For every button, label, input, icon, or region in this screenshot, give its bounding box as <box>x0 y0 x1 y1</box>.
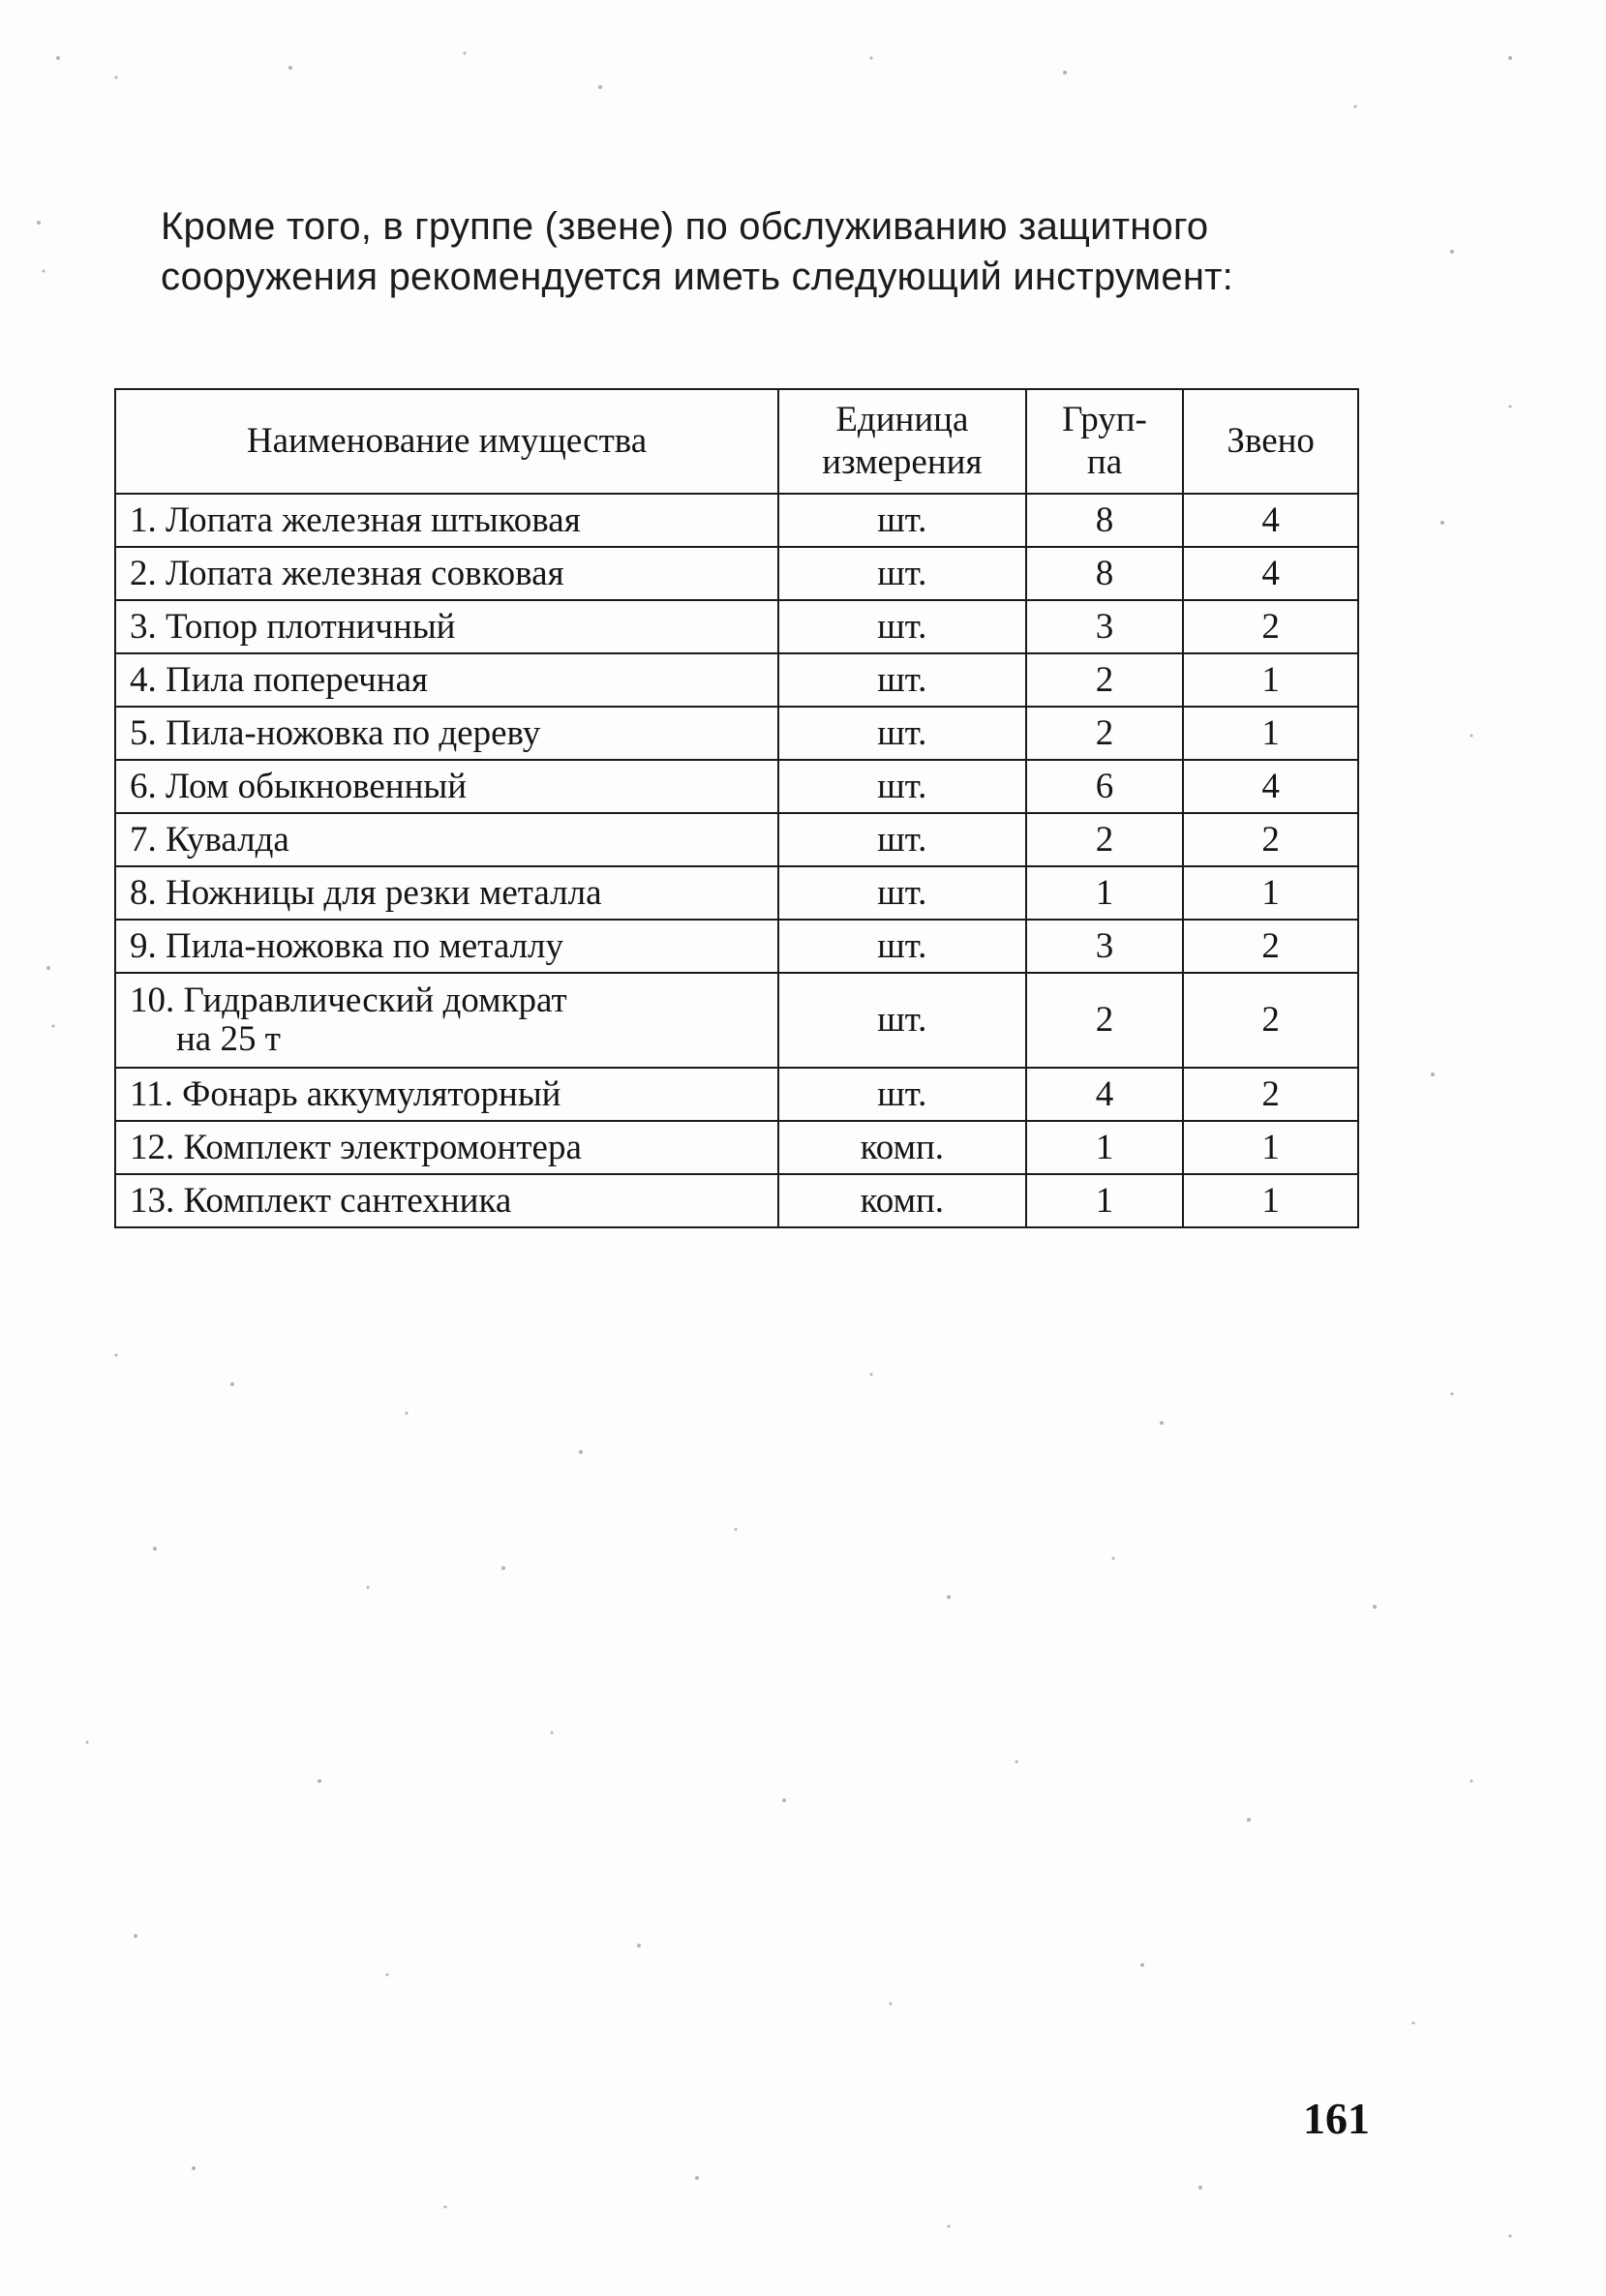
cell-group: 3 <box>1026 920 1184 973</box>
cell-name: 7. Кувалда <box>115 813 778 866</box>
cell-name: 11. Фонарь аккумуляторный <box>115 1068 778 1121</box>
table-row <box>115 866 1358 920</box>
cell-link: 4 <box>1183 547 1358 600</box>
cell-group: 1 <box>1026 1174 1184 1227</box>
cell-name: 12. Комплект электромонтера <box>115 1121 778 1174</box>
header-name <box>115 389 778 494</box>
header-link-label: Звено <box>1227 421 1315 461</box>
cell-unit: шт. <box>778 866 1026 920</box>
header-group <box>1026 389 1184 494</box>
cell-unit: шт. <box>778 920 1026 973</box>
cell-name-line-1: 10. Гидравлический домкрат <box>130 981 567 1020</box>
cell-name: 13. Комплект сантехника <box>115 1174 778 1227</box>
cell-unit: шт. <box>778 600 1026 653</box>
table-row <box>115 1121 1358 1174</box>
cell-group: 4 <box>1026 1068 1184 1121</box>
cell-group: 8 <box>1026 547 1184 600</box>
cell-group: 2 <box>1026 653 1184 707</box>
cell-name: 9. Пила-ножовка по металлу <box>115 920 778 973</box>
cell-unit: шт. <box>778 707 1026 760</box>
cell-group: 6 <box>1026 760 1184 813</box>
cell-name: 2. Лопата железная совковая <box>115 547 778 600</box>
cell-link: 2 <box>1183 973 1358 1068</box>
cell-group: 8 <box>1026 494 1184 547</box>
cell-link: 1 <box>1183 1174 1358 1227</box>
intro-line-1: Кроме того, в группе (звене) по обслуживанию защитного <box>161 205 1209 248</box>
cell-unit: шт. <box>778 760 1026 813</box>
table-row <box>115 600 1358 653</box>
cell-link: 2 <box>1183 1068 1358 1121</box>
cell-link: 2 <box>1183 813 1358 866</box>
cell-name: 8. Ножницы для резки металла <box>115 866 778 920</box>
cell-unit: шт. <box>778 973 1026 1068</box>
header-link <box>1183 389 1358 494</box>
header-unit <box>778 389 1026 494</box>
tool-inventory-table <box>114 388 1359 1228</box>
cell-group: 2 <box>1026 707 1184 760</box>
table-row <box>115 1174 1358 1227</box>
cell-group: 3 <box>1026 600 1184 653</box>
table-row <box>115 973 1358 1068</box>
cell-unit: шт. <box>778 494 1026 547</box>
cell-group: 1 <box>1026 1121 1184 1174</box>
table-row <box>115 653 1358 707</box>
table-row <box>115 707 1358 760</box>
cell-group: 1 <box>1026 866 1184 920</box>
cell-name <box>115 973 778 1068</box>
cell-link: 1 <box>1183 707 1358 760</box>
cell-unit: шт. <box>778 813 1026 866</box>
cell-name: 3. Топор плотничный <box>115 600 778 653</box>
cell-link: 1 <box>1183 1121 1358 1174</box>
cell-name: 6. Лом обыкновенный <box>115 760 778 813</box>
table-header-row <box>115 389 1358 494</box>
table-row <box>115 547 1358 600</box>
cell-unit: комп. <box>778 1174 1026 1227</box>
header-group-line-1: Груп- <box>1062 400 1147 439</box>
cell-link: 2 <box>1183 600 1358 653</box>
intro-line-2: сооружения рекомендуется иметь следующий инструмент: <box>161 256 1233 298</box>
cell-name: 1. Лопата железная штыковая <box>115 494 778 547</box>
page-number: 161 <box>1303 2094 1370 2143</box>
table-row <box>115 813 1358 866</box>
table-row <box>115 920 1358 973</box>
cell-unit: шт. <box>778 547 1026 600</box>
cell-link: 4 <box>1183 494 1358 547</box>
cell-unit: шт. <box>778 653 1026 707</box>
cell-name-line-2: на 25 т <box>176 1019 281 1059</box>
intro-paragraph <box>161 201 1371 302</box>
table-row <box>115 760 1358 813</box>
header-unit-line-1: Единица <box>835 400 969 439</box>
cell-name: 4. Пила поперечная <box>115 653 778 707</box>
header-name-label: Наименование имущества <box>246 421 648 461</box>
table-row <box>115 1068 1358 1121</box>
cell-link: 4 <box>1183 760 1358 813</box>
cell-group: 2 <box>1026 813 1184 866</box>
cell-name: 5. Пила-ножовка по дереву <box>115 707 778 760</box>
cell-unit: комп. <box>778 1121 1026 1174</box>
header-unit-line-2: измерения <box>822 442 983 482</box>
cell-link: 2 <box>1183 920 1358 973</box>
cell-link: 1 <box>1183 866 1358 920</box>
header-group-line-2: па <box>1086 442 1123 482</box>
cell-unit: шт. <box>778 1068 1026 1121</box>
cell-link: 1 <box>1183 653 1358 707</box>
table-row <box>115 494 1358 547</box>
cell-group: 2 <box>1026 973 1184 1068</box>
